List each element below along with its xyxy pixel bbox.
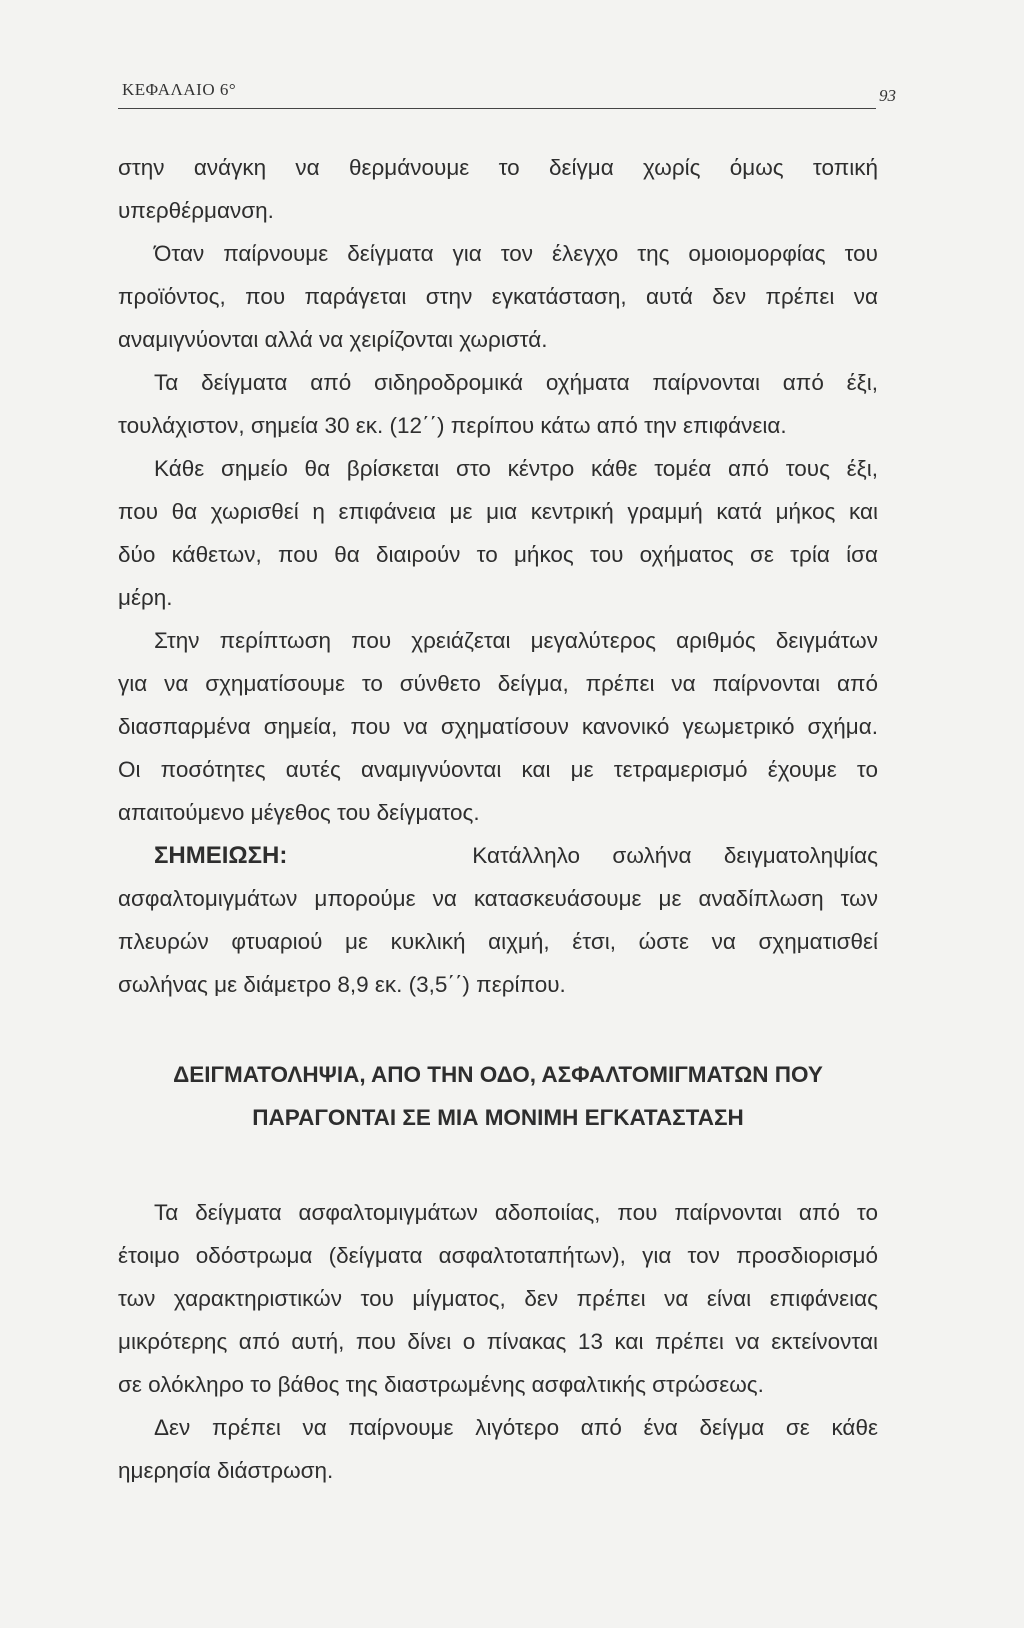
paragraph-1: [118, 146, 878, 232]
paragraph-6: [118, 1191, 878, 1406]
text-line: ασφαλτομιγμάτων μπορούμε να κατασκευάσουμε με αναδίπλωση των: [118, 886, 878, 911]
text-line: μέρη.: [118, 585, 173, 610]
text-line: προϊόντος, που παράγεται στην εγκατάσταση, αυτά δεν πρέπει να: [118, 284, 878, 309]
note-first-text: Κατάλληλο σωλήνα δειγματοληψίας: [472, 843, 878, 868]
page-number: 93: [879, 86, 896, 105]
text-line: σε ολόκληρο το βάθος της διαστρωμένης ασφαλτικής στρώσεως.: [118, 1372, 764, 1397]
text-line: ημερησία διάστρωση.: [118, 1458, 334, 1483]
text-line: υπερθέρμανση.: [118, 198, 274, 223]
text-line: έτοιμο οδόστρωμα (δείγματα ασφαλτοταπήτων), για τον προσδιορισμό: [118, 1243, 878, 1268]
text-line: Κάθε σημείο θα βρίσκεται στο κέντρο κάθε τομέα από τους έξι,: [154, 456, 878, 481]
text-line: [118, 834, 878, 877]
chapter-label: ΚΕΦΑΛΑΙΟ 6°: [122, 80, 237, 99]
heading-line: ΠΑΡΑΓΟΝΤΑΙ ΣΕ ΜΙΑ ΜΟΝΙΜΗ ΕΓΚΑΤΑΣΤΑΣΗ: [252, 1105, 744, 1130]
section-heading: [118, 1053, 878, 1139]
text-line: Στην περίπτωση που χρειάζεται μεγαλύτερος αριθμός δειγμάτων: [154, 628, 878, 653]
text-line: Τα δείγματα από σιδηροδρομικά οχήματα παίρνονται από έξι,: [154, 370, 878, 395]
note-label: ΣΗΜΕΙΩΣΗ:: [154, 842, 288, 869]
note-paragraph: [118, 834, 878, 1006]
text-line: διασπαρμένα σημεία, που να σχηματίσουν κανονικό γεωμετρικό σχήμα.: [118, 714, 878, 739]
text-line: για να σχηματίσουμε το σύνθετο δείγμα, πρέπει να παίρνονται από: [118, 671, 878, 696]
paragraph-5: [118, 619, 878, 834]
text-line: απαιτούμενο μέγεθος του δείγματος.: [118, 800, 480, 825]
paragraph-7: [118, 1406, 878, 1492]
text-line: τουλάχιστον, σημεία 30 εκ. (12΄΄) περίπου κάτω από την επιφάνεια.: [118, 413, 787, 438]
text-line: μικρότερης από αυτή, που δίνει ο πίνακας 13 και πρέπει να εκτείνονται: [118, 1329, 878, 1354]
paragraph-2: [118, 232, 878, 361]
text-line: των χαρακτηριστικών του μίγματος, δεν πρέπει να είναι επιφάνειας: [118, 1286, 878, 1311]
text-line: αναμιγνύονται αλλά να χειρίζονται χωριστά.: [118, 327, 548, 352]
paragraph-3: [118, 361, 878, 447]
text-line: σωλήνας με διάμετρο 8,9 εκ. (3,5΄΄) περίπου.: [118, 972, 566, 997]
text-line: που θα χωρισθεί η επιφάνεια με μια κεντρική γραμμή κατά μήκος και: [118, 499, 878, 524]
text-line: πλευρών φτυαριού με κυκλική αιχμή, έτσι, ώστε να σχηματισθεί: [118, 929, 878, 954]
heading-line: ΔΕΙΓΜΑΤΟΛΗΨΙΑ, ΑΠΟ ΤΗΝ ΟΔΟ, ΑΣΦΑΛΤΟΜΙΓΜΑΤΩΝ ΠΟΥ: [173, 1062, 823, 1087]
text-line: Οι ποσότητες αυτές αναμιγνύονται και με τετραμερισμό έχουμε το: [118, 757, 878, 782]
running-header: [118, 74, 896, 109]
body-text: [118, 146, 878, 1492]
paragraph-4: [118, 447, 878, 619]
text-line: Όταν παίρνουμε δείγματα για τον έλεγχο της ομοιομορφίας του: [154, 241, 878, 266]
text-line: Δεν πρέπει να παίρνουμε λιγότερο από ένα δείγμα σε κάθε: [154, 1415, 878, 1440]
text-line: στην ανάγκη να θερμάνουμε το δείγμα χωρίς όμως τοπική: [118, 155, 878, 180]
text-line: δύο κάθετων, που θα διαιρούν το μήκος του οχήματος σε τρία ίσα: [118, 542, 878, 567]
text-line: Τα δείγματα ασφαλτομιγμάτων αδοποιίας, που παίρνονται από το: [154, 1200, 878, 1225]
